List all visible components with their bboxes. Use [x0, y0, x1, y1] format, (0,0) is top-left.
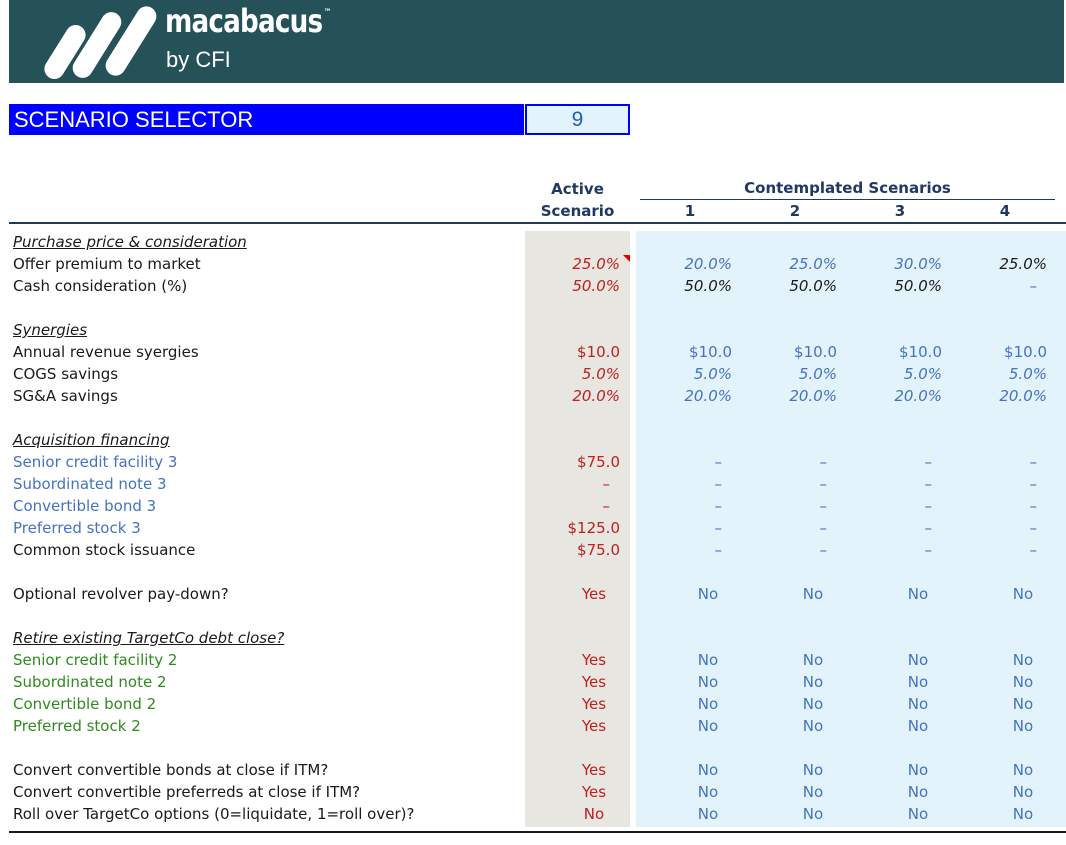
scenario-4-value[interactable]: No — [1012, 717, 1034, 735]
scenario-2-value[interactable]: – — [819, 541, 827, 559]
section-heading: Retire existing TargetCo debt close? — [13, 629, 285, 647]
table-row — [0, 715, 1066, 737]
table-row — [0, 539, 1066, 561]
scenario-4-value[interactable]: – — [1029, 519, 1037, 537]
scenario-4-value[interactable]: – — [1029, 453, 1037, 471]
section-heading: Synergies — [13, 321, 88, 339]
scenario-1-value[interactable]: – — [714, 497, 722, 515]
scenario-2-header: 2 — [789, 202, 801, 220]
scenario-1-value[interactable]: 20.0% — [684, 387, 732, 405]
scenario-3-value[interactable]: $10.0 — [899, 343, 942, 361]
section-heading: Acquisition financing — [13, 431, 170, 449]
scenario-4-value[interactable]: – — [1029, 475, 1037, 493]
scenario-3-value[interactable]: No — [907, 783, 929, 801]
row-label: Senior credit facility 2 — [13, 651, 178, 669]
macabacus-logo-icon — [41, 4, 157, 80]
scenario-4-value[interactable]: No — [1012, 673, 1034, 691]
brand-subtitle: by CFI — [166, 47, 231, 72]
scenario-1-value[interactable]: $10.0 — [689, 343, 732, 361]
scenario-2-value[interactable]: $10.0 — [794, 343, 837, 361]
scenario-1-value[interactable]: – — [714, 475, 722, 493]
scenario-3-value[interactable]: No — [907, 695, 929, 713]
section-heading: Purchase price & consideration — [13, 233, 247, 251]
scenario-1-value[interactable]: No — [697, 673, 719, 691]
section-row — [0, 231, 1066, 253]
table-row — [0, 385, 1066, 407]
scenario-2-value[interactable]: No — [802, 783, 824, 801]
scenario-3-value[interactable]: 5.0% — [903, 365, 942, 383]
row-label: Convertible bond 3 — [13, 497, 157, 515]
scenario-2-value[interactable]: 50.0% — [789, 277, 837, 295]
scenario-3-value[interactable]: No — [907, 761, 929, 779]
scenario-2-value[interactable]: No — [802, 673, 824, 691]
table-row — [0, 363, 1066, 385]
row-label: Preferred stock 2 — [13, 717, 141, 735]
table-row — [0, 803, 1066, 825]
table-row — [0, 451, 1066, 473]
active-value[interactable]: Yes — [581, 673, 607, 691]
active-value[interactable]: $10.0 — [577, 343, 620, 361]
scenario-3-value[interactable]: No — [907, 673, 929, 691]
contemplated-scenarios-header: Contemplated Scenarios — [744, 179, 951, 197]
table-row — [0, 649, 1066, 671]
scenario-2-value[interactable]: 25.0% — [789, 255, 837, 273]
scenario-1-value[interactable]: No — [697, 783, 719, 801]
header-banner — [9, 0, 1064, 83]
table-row — [0, 781, 1066, 803]
active-value[interactable]: 5.0% — [581, 365, 620, 383]
section-row — [0, 627, 1066, 649]
row-label: Offer premium to market — [13, 255, 201, 273]
table-row — [0, 495, 1066, 517]
scenario-1-value[interactable]: 5.0% — [693, 365, 732, 383]
active-value[interactable]: Yes — [581, 585, 607, 603]
scenario-1-value[interactable]: 20.0% — [684, 255, 732, 273]
scenario-4-header: 4 — [999, 202, 1011, 220]
scenario-3-value[interactable]: – — [924, 453, 932, 471]
active-value[interactable]: $125.0 — [567, 519, 620, 537]
active-value[interactable]: Yes — [581, 695, 607, 713]
row-label: Convertible bond 2 — [13, 695, 157, 713]
row-label: Roll over TargetCo options (0=liquidate, 1=roll over)? — [13, 805, 415, 823]
trademark-symbol: ™ — [323, 8, 332, 18]
table-row — [0, 517, 1066, 539]
scenario-3-value[interactable]: 30.0% — [894, 255, 942, 273]
row-label: SG&A savings — [13, 387, 118, 405]
table-row — [0, 253, 1066, 275]
active-header-line1: Active — [551, 180, 604, 198]
scenario-3-value[interactable]: – — [924, 497, 932, 515]
table-row — [0, 341, 1066, 363]
scenario-4-value[interactable]: No — [1012, 585, 1034, 603]
scenario-4-value[interactable]: No — [1012, 695, 1034, 713]
scenario-2-value[interactable]: 5.0% — [798, 365, 837, 383]
scenario-3-value[interactable]: – — [924, 519, 932, 537]
scenario-3-value[interactable]: No — [907, 805, 929, 823]
scenario-4-value[interactable]: 25.0% — [999, 255, 1047, 273]
scenario-2-value[interactable]: – — [819, 497, 827, 515]
scenario-2-value[interactable]: No — [802, 717, 824, 735]
table-row — [0, 693, 1066, 715]
scenario-4-value[interactable]: – — [1029, 277, 1037, 295]
active-value[interactable]: 50.0% — [572, 277, 620, 295]
scenario-4-value[interactable]: 20.0% — [999, 387, 1047, 405]
row-label: Convert convertible bonds at close if ITM? — [13, 761, 329, 779]
active-value[interactable]: 20.0% — [572, 387, 620, 405]
scenario-4-value[interactable]: 5.0% — [1008, 365, 1047, 383]
scenario-2-value[interactable]: No — [802, 585, 824, 603]
row-label: Optional revolver pay-down? — [13, 585, 229, 603]
scenario-2-value[interactable]: – — [819, 453, 827, 471]
active-value[interactable]: $75.0 — [577, 541, 620, 559]
scenario-4-value[interactable]: – — [1029, 541, 1037, 559]
scenario-2-value[interactable]: – — [819, 475, 827, 493]
scenario-1-value[interactable]: – — [714, 541, 722, 559]
active-value[interactable]: Yes — [581, 651, 607, 669]
scenario-1-value[interactable]: No — [697, 585, 719, 603]
scenario-3-value[interactable]: No — [907, 651, 929, 669]
scenario-1-value[interactable]: 50.0% — [684, 277, 732, 295]
scenario-selector-label: SCENARIO SELECTOR — [9, 104, 524, 135]
section-row — [0, 429, 1066, 451]
scenario-1-value[interactable]: No — [697, 717, 719, 735]
section-row — [0, 319, 1066, 341]
row-label: Subordinated note 3 — [13, 475, 167, 493]
table-row — [0, 759, 1066, 781]
scenario-1-header: 1 — [684, 202, 696, 220]
scenario-3-value[interactable]: – — [924, 541, 932, 559]
scenario-3-header: 3 — [894, 202, 906, 220]
active-header-line2: Scenario — [540, 202, 615, 220]
scenario-4-value[interactable]: No — [1012, 805, 1034, 823]
active-value[interactable]: – — [602, 475, 610, 493]
scenario-3-value[interactable]: 20.0% — [894, 387, 942, 405]
scenario-1-value[interactable]: No — [697, 761, 719, 779]
scenario-2-value[interactable]: No — [802, 805, 824, 823]
active-value[interactable]: Yes — [581, 761, 607, 779]
scenario-2-value[interactable]: – — [819, 519, 827, 537]
row-label: Convert convertible preferreds at close if ITM? — [13, 783, 361, 801]
scenario-2-value[interactable]: No — [802, 651, 824, 669]
scenario-4-value[interactable]: – — [1029, 497, 1037, 515]
scenario-3-value[interactable]: – — [924, 475, 932, 493]
scenario-3-value[interactable]: No — [907, 585, 929, 603]
brand-name: macabacus ™ — [165, 2, 332, 40]
scenario-1-value[interactable]: No — [697, 695, 719, 713]
scenario-4-value[interactable]: No — [1012, 783, 1034, 801]
active-value[interactable]: – — [602, 497, 610, 515]
row-label: Senior credit facility 3 — [13, 453, 178, 471]
active-value[interactable]: 25.0% — [572, 255, 620, 273]
scenario-2-value[interactable]: No — [802, 761, 824, 779]
scenario-4-value[interactable]: No — [1012, 761, 1034, 779]
active-value[interactable]: $75.0 — [577, 453, 620, 471]
active-value[interactable]: No — [583, 805, 605, 823]
row-label: COGS savings — [13, 365, 119, 383]
scenario-1-value[interactable]: – — [714, 453, 722, 471]
row-label: Subordinated note 2 — [13, 673, 167, 691]
bottom-rule — [9, 831, 1066, 833]
scenario-1-value[interactable]: No — [697, 805, 719, 823]
row-label: Common stock issuance — [13, 541, 196, 559]
scenario-4-value[interactable]: $10.0 — [1004, 343, 1047, 361]
table-row — [0, 473, 1066, 495]
scenario-2-value[interactable]: 20.0% — [789, 387, 837, 405]
scenario-selector-input[interactable]: 9 — [525, 104, 630, 135]
row-label: Cash consideration (%) — [13, 277, 188, 295]
contemplated-header-underline — [640, 199, 1055, 200]
row-label: Annual revenue syergies — [13, 343, 199, 361]
active-value[interactable]: Yes — [581, 717, 607, 735]
scenario-3-value[interactable]: No — [907, 717, 929, 735]
active-value[interactable]: Yes — [581, 783, 607, 801]
table-row — [0, 583, 1066, 605]
table-row — [0, 275, 1066, 297]
scenario-1-value[interactable]: – — [714, 519, 722, 537]
table-row — [0, 671, 1066, 693]
row-label: Preferred stock 3 — [13, 519, 141, 537]
scenario-2-value[interactable]: No — [802, 695, 824, 713]
scenario-1-value[interactable]: No — [697, 651, 719, 669]
scenario-3-value[interactable]: 50.0% — [894, 277, 942, 295]
header-rule — [9, 222, 1066, 224]
scenario-4-value[interactable]: No — [1012, 651, 1034, 669]
